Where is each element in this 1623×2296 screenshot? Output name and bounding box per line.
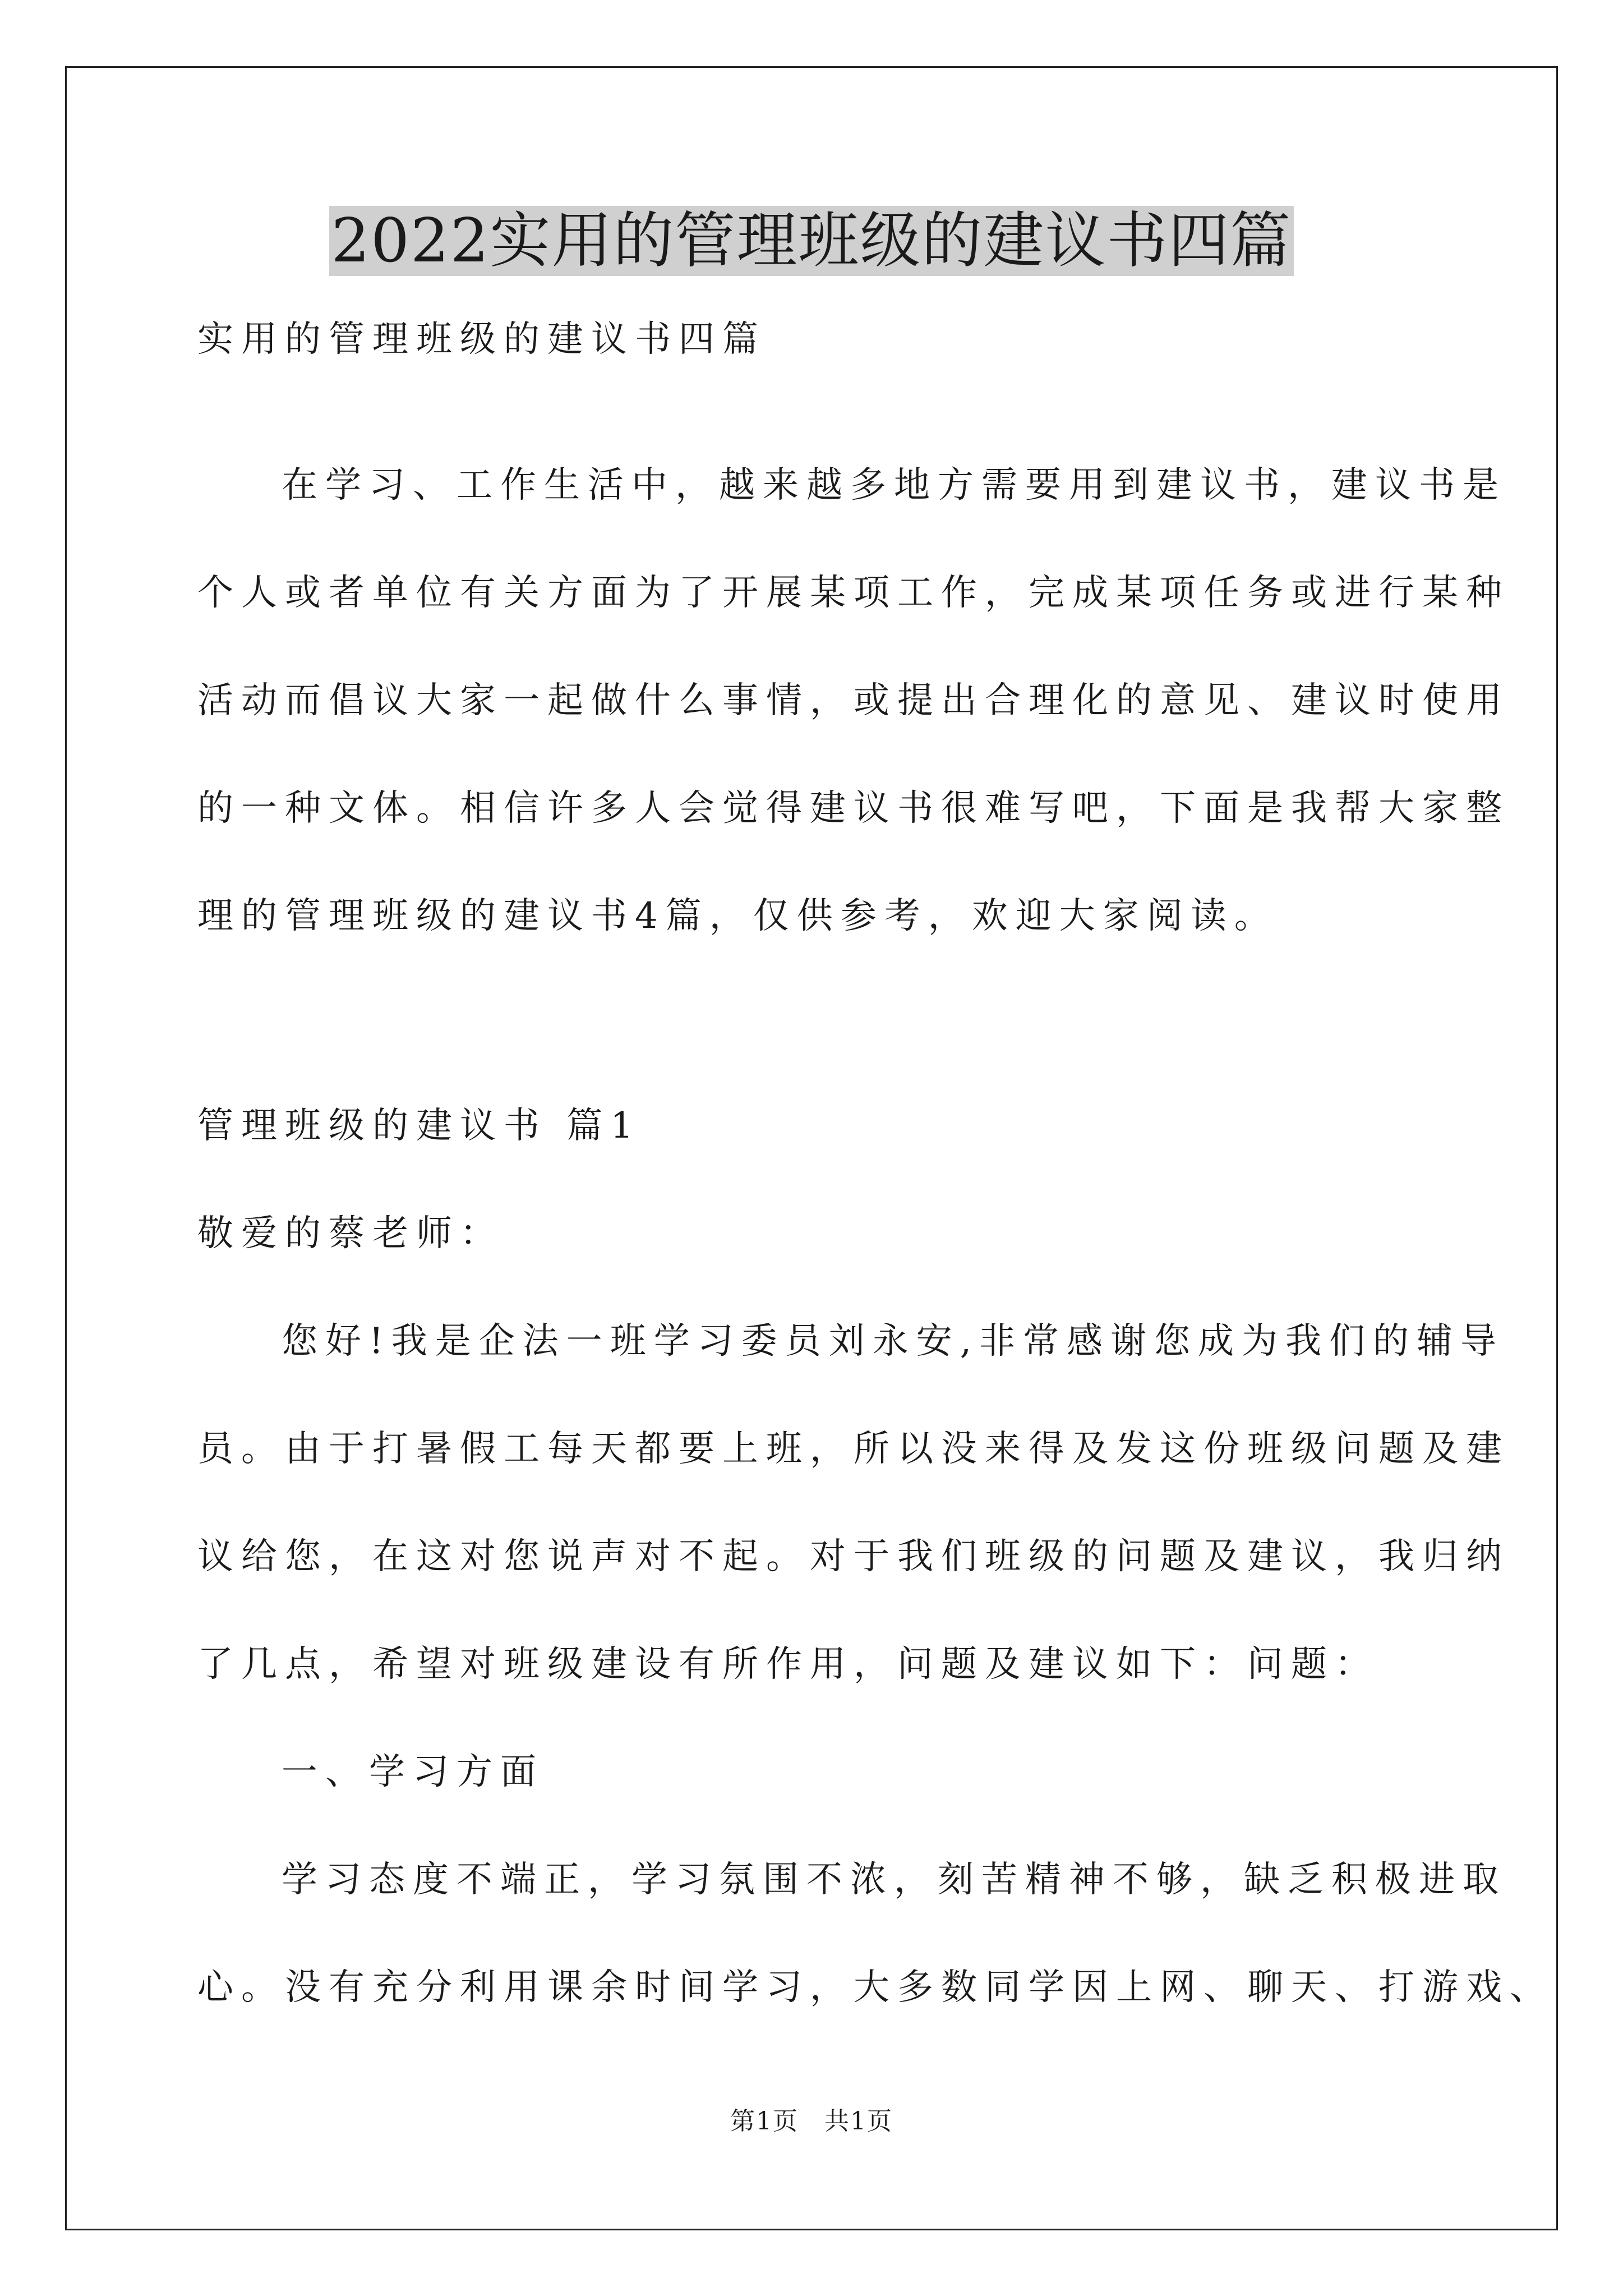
paragraph-line: 了几点，希望对班级建设有所作用，问题及建议如下：问题： xyxy=(197,1644,1378,1685)
salutation-line: 敬爱的蔡老师： xyxy=(197,1213,504,1254)
paragraph-line: 的一种文体。相信许多人会觉得建议书很难写吧，下面是我帮大家整 xyxy=(197,788,1510,829)
paragraph-line: 活动而倡议大家一起做什么事情，或提出合理化的意见、建议时使用 xyxy=(197,680,1510,721)
section-heading: 管理班级的建议书 篇1 xyxy=(197,1105,642,1147)
subtitle-line: 实用的管理班级的建议书四篇 xyxy=(197,319,766,360)
document-title xyxy=(0,202,1623,280)
paragraph-line: 在学习、工作生活中，越来越多地方需要用到建议书，建议书是 xyxy=(282,464,1506,506)
paragraph-line: 理的管理班级的建议书4篇，仅供参考，欢迎大家阅读。 xyxy=(197,895,1278,937)
paragraph-line: 心。没有充分利用课余时间学习，大多数同学因上网、聊天、打游戏、 xyxy=(197,1967,1553,2008)
paragraph-line: 您好!我是企法一班学习委员刘永安,非常感谢您成为我们的辅导 xyxy=(282,1320,1505,1362)
paragraph-line: 个人或者单位有关方面为了开展某项工作，完成某项任务或进行某种 xyxy=(197,572,1510,614)
paragraph-line: 学习态度不端正，学习氛围不浓，刻苦精神不够，缺乏积极进取 xyxy=(282,1859,1506,1901)
paragraph-line: 议给您，在这对您说声对不起。对于我们班级的问题及建议，我归纳 xyxy=(197,1536,1510,1577)
subsection-heading: 一、学习方面 xyxy=(282,1751,544,1793)
paragraph-line: 员。由于打暑假工每天都要上班，所以没来得及发这份班级问题及建 xyxy=(197,1428,1510,1470)
page-footer: 第1页 共1页 xyxy=(730,2107,893,2136)
document-title-text: 2022实用的管理班级的建议书四篇 xyxy=(329,206,1294,276)
